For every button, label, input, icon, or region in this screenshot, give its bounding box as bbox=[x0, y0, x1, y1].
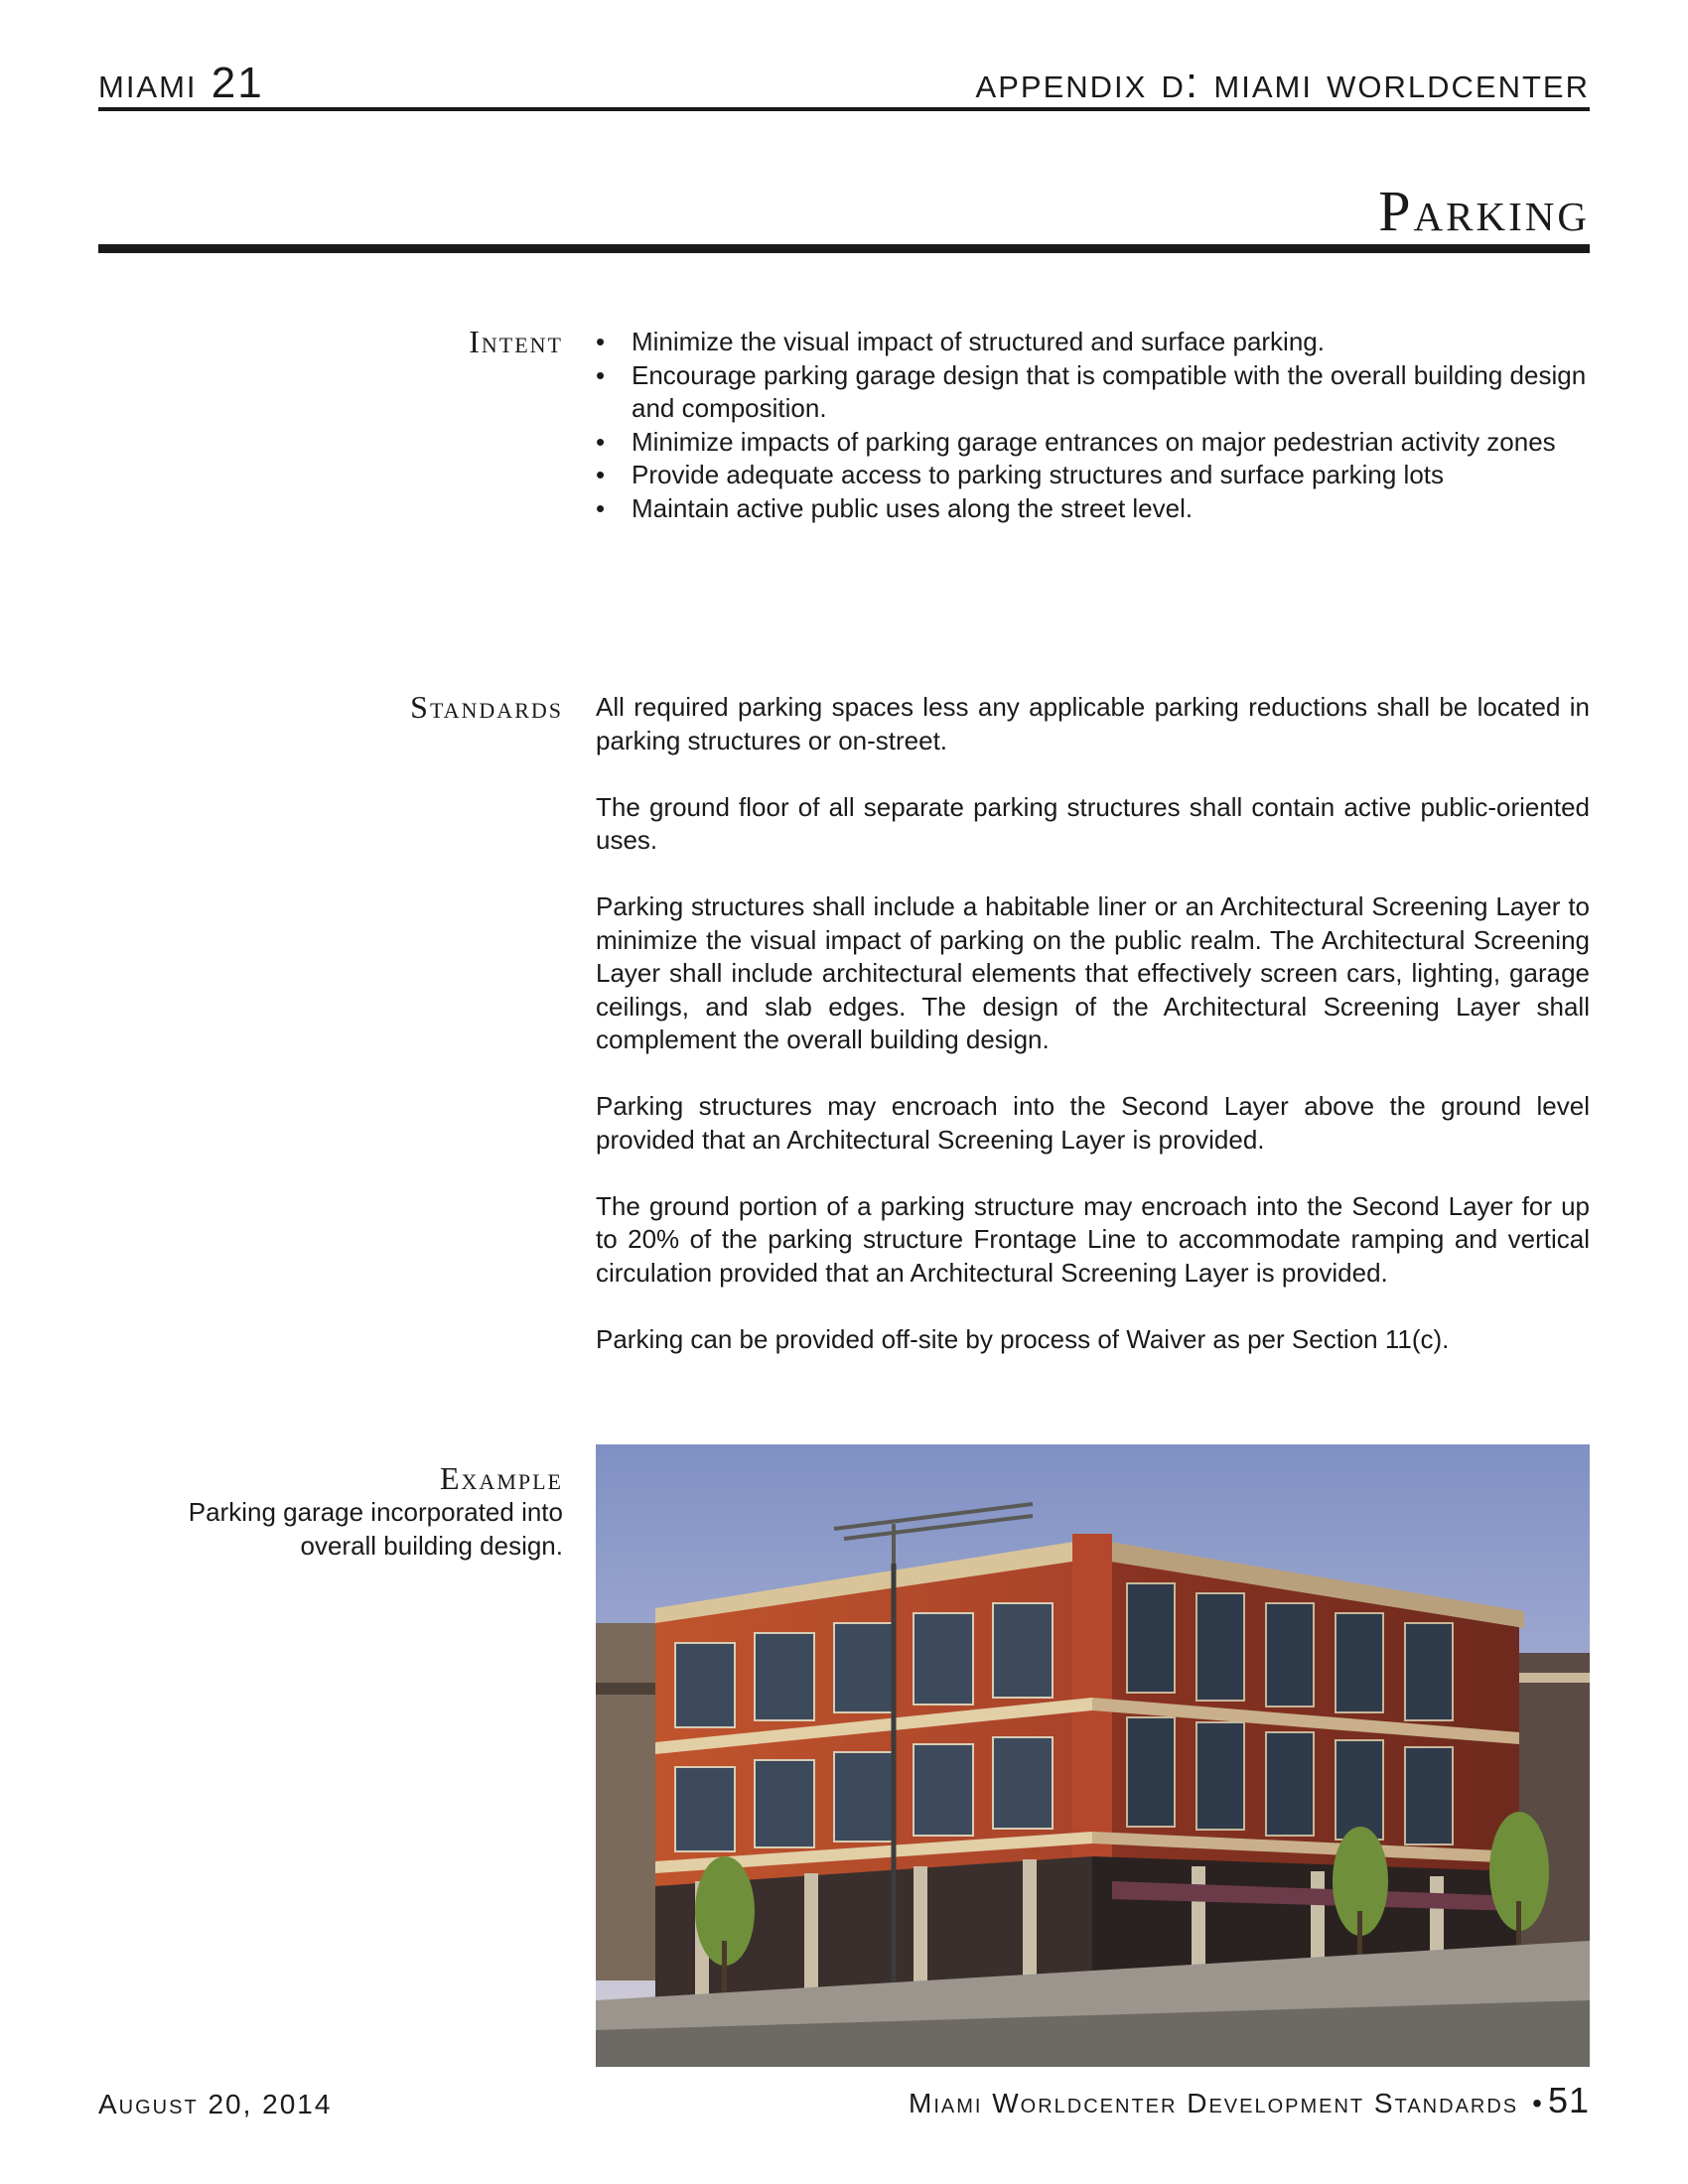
parking-garage-photo bbox=[596, 1444, 1590, 2067]
intent-item: • Encourage parking garage design that is compatible with the overall building design and composition. bbox=[596, 359, 1587, 423]
footer-title: Miami Worldcenter Development Standards bbox=[909, 2088, 1519, 2118]
header-document-name: miami 21 bbox=[98, 59, 264, 107]
bullet-icon: • bbox=[596, 426, 606, 457]
section-title: Parking bbox=[1378, 179, 1590, 243]
page-number: 51 bbox=[1547, 2080, 1590, 2120]
bullet-icon: • bbox=[596, 327, 606, 356]
intent-item: • Minimize the visual impact of structured and surface parking. bbox=[596, 326, 1590, 359]
standards-paragraph: The ground portion of a parking structure may encroach into the Second Layer for up to 20% of the parking structure Frontage Line to accommodate ramping and vertical circulation provided that an Architectural Screening Layer is provided. bbox=[596, 1190, 1590, 1288]
section-title-rule bbox=[98, 244, 1590, 253]
standards-paragraph: The ground floor of all separate parking structures shall contain active public-oriented uses. bbox=[596, 791, 1590, 855]
intent-item: • Provide adequate access to parking structures and surface parking lots bbox=[596, 459, 1590, 492]
intent-item: • Minimize impacts of parking garage entrances on major pedestrian activity zones bbox=[596, 426, 1590, 460]
bullet-icon: • bbox=[596, 460, 606, 489]
bullet-icon: • bbox=[596, 492, 606, 523]
bullet-icon: • bbox=[596, 359, 606, 390]
standards-body bbox=[596, 691, 1590, 1390]
standards-paragraph: Parking structures may encroach into the Second Layer above the ground level provided that an Architectural Screening Layer is provided. bbox=[596, 1091, 1590, 1155]
header-rule bbox=[98, 107, 1590, 111]
intent-label: Intent bbox=[469, 324, 563, 359]
example-caption: Parking garage incorporated into overall building design. bbox=[188, 1497, 563, 1561]
standards-paragraph: All required parking spaces less any applicable parking reductions shall be located in parking structures or on-street. bbox=[596, 692, 1590, 755]
intent-list bbox=[596, 326, 1590, 525]
bullet-icon: • bbox=[1532, 2088, 1542, 2118]
standards-label: Standards bbox=[410, 689, 563, 725]
footer-running-title bbox=[909, 2081, 1590, 2123]
standards-paragraph: Parking can be provided off-site by process of Waiver as per Section 11(c). bbox=[596, 1323, 1450, 1354]
footer-date: August 20, 2014 bbox=[98, 2089, 333, 2119]
standards-paragraph: Parking structures shall include a habitable liner or an Architectural Screening Layer to minimize the visual impact of parking on the public realm. The Architectural Screening Layer shall include architectural elements that effectively screen cars, lighting, garage ceilings, and slab edges. The design of the Architectural Screening Layer shall complement the overall building design. bbox=[596, 891, 1590, 1054]
intent-item: • Maintain active public uses along the street level. bbox=[596, 492, 1590, 526]
header-appendix-title: appendix d: miami worldcenter bbox=[975, 59, 1590, 107]
example-label: Example bbox=[440, 1460, 563, 1496]
